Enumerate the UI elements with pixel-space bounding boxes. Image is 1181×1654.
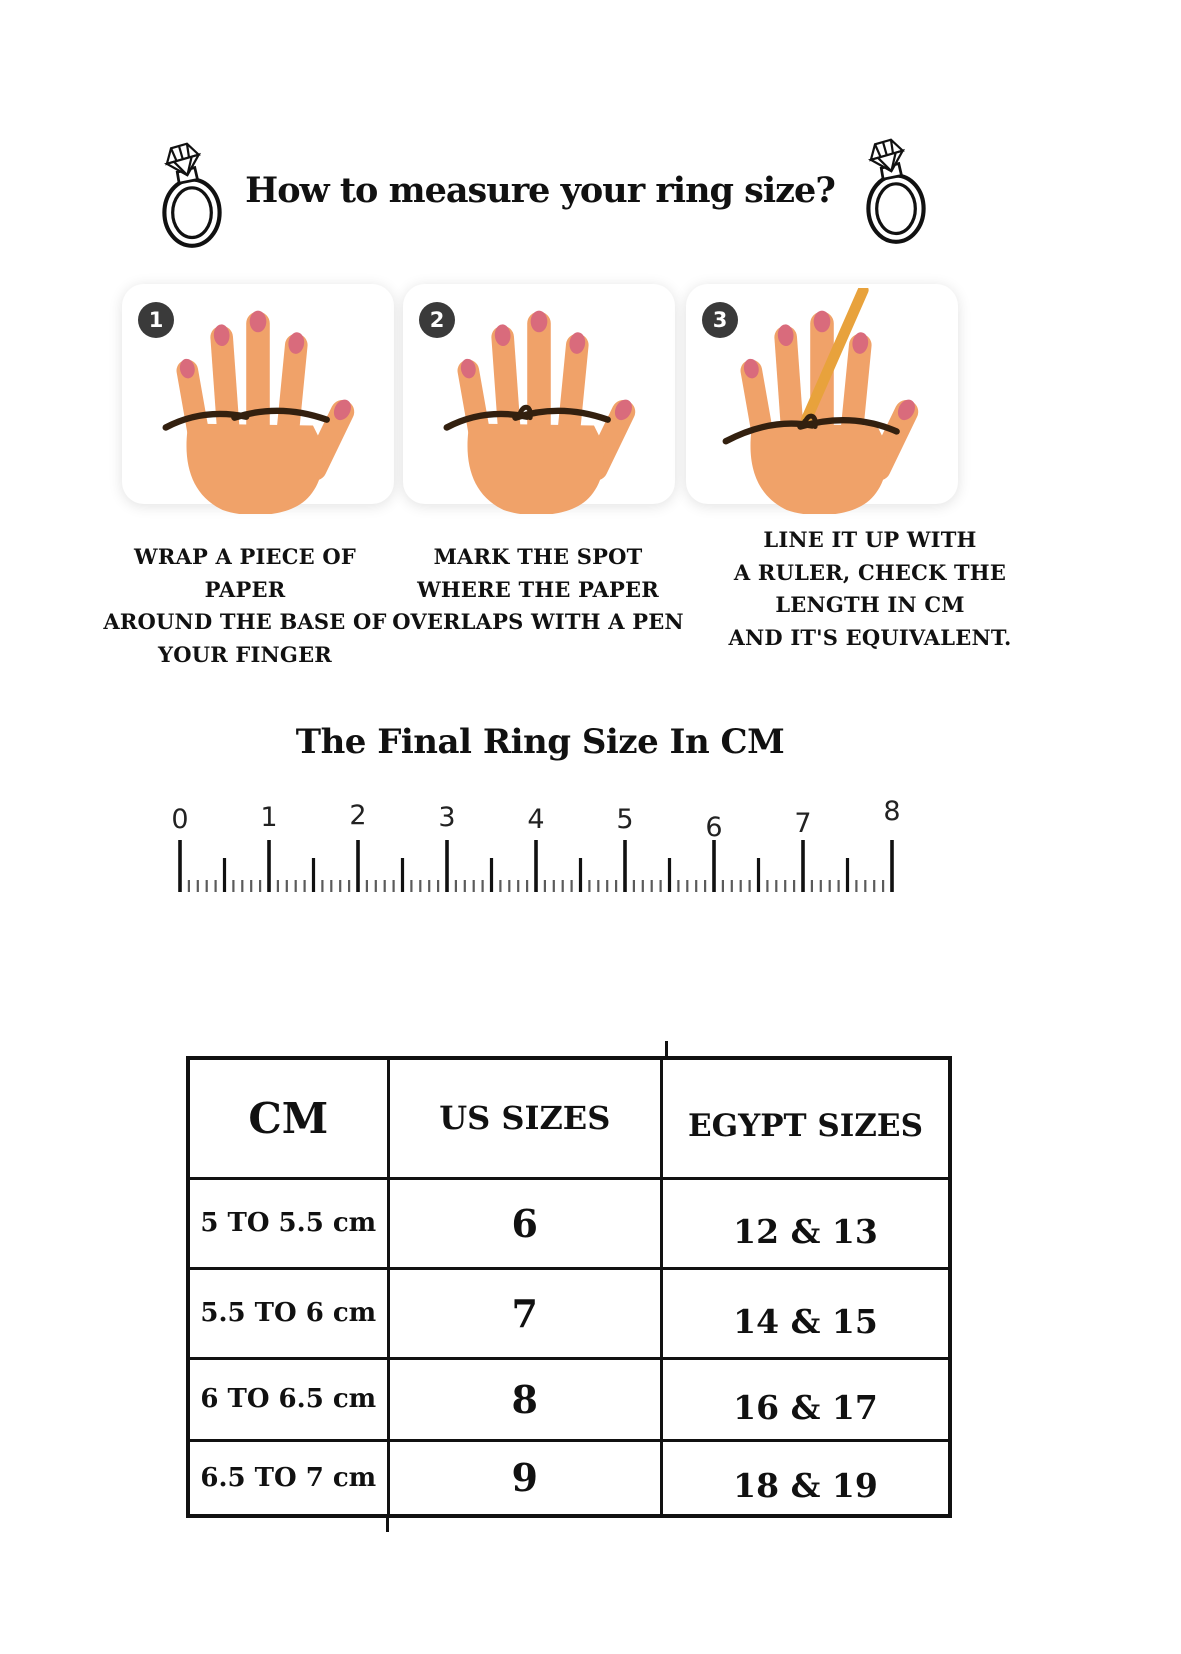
size-conversion-table xyxy=(186,1056,952,1518)
caption-line: WHERE THE PAPER xyxy=(417,576,659,602)
step-card-2 xyxy=(403,284,675,504)
step-number-badge: 2 xyxy=(419,302,455,338)
ruler-tick-label: 5 xyxy=(616,804,634,835)
step-caption-2 xyxy=(388,541,688,639)
table-cell: 6.5 TO 7 cm xyxy=(188,1440,388,1516)
table-cell: 18 & 19 xyxy=(661,1440,950,1516)
step-number-badge: 3 xyxy=(702,302,738,338)
table-cell: 12 & 13 xyxy=(661,1178,950,1268)
section-title: The Final Ring Size In CM xyxy=(295,722,785,762)
table-cell: 6 TO 6.5 cm xyxy=(188,1358,388,1440)
caption-line: WRAP A PIECE OF PAPER xyxy=(134,544,356,602)
table-header-cell: EGYPT SIZES xyxy=(661,1058,950,1178)
ruler-tick-label: 8 xyxy=(883,796,901,827)
ruler-tick-label: 7 xyxy=(794,808,812,839)
ruler-tick-label: 4 xyxy=(527,804,545,835)
ruler-tick-label: 3 xyxy=(438,802,456,833)
step-caption-3 xyxy=(700,524,1040,654)
table-cell: 8 xyxy=(388,1358,661,1440)
ruler-cm xyxy=(168,792,908,896)
caption-line: AND IT'S EQUIVALENT. xyxy=(728,624,1012,650)
table-header-cell: US SIZES xyxy=(388,1058,661,1178)
table-cell: 5 TO 5.5 cm xyxy=(188,1178,388,1268)
table-row xyxy=(188,1358,950,1440)
caption-line: LENGTH IN CM xyxy=(775,592,965,618)
caption-line: A RULER, CHECK THE xyxy=(733,559,1007,585)
table-row xyxy=(188,1178,950,1268)
ring-icon xyxy=(146,138,238,256)
table-line-artifact xyxy=(386,1516,389,1532)
page-title: How to measure your ring size? xyxy=(245,169,835,211)
step-card-1 xyxy=(122,284,394,504)
table-cell: 14 & 15 xyxy=(661,1268,950,1358)
caption-line: OVERLAPS WITH A PEN xyxy=(392,609,684,635)
step-caption-1 xyxy=(90,541,400,671)
ruler-tick-label: 0 xyxy=(171,804,189,835)
step-number-badge: 1 xyxy=(138,302,174,338)
hand-with-pencil-illustration xyxy=(714,288,930,514)
table-cell: 7 xyxy=(388,1268,661,1358)
hand-mark-spot-illustration xyxy=(431,288,647,514)
table-header-cell: CM xyxy=(188,1058,388,1178)
caption-line: MARK THE SPOT xyxy=(433,544,643,569)
table-cell: 9 xyxy=(388,1440,661,1516)
caption-line: LINE IT UP WITH xyxy=(763,527,977,552)
ruler-tick-label: 2 xyxy=(349,800,367,831)
ruler-tick-label: 6 xyxy=(705,812,723,843)
ruler-svg xyxy=(168,792,908,896)
caption-line: YOUR FINGER xyxy=(158,641,332,667)
table-cell: 16 & 17 xyxy=(661,1358,950,1440)
table-cell: 5.5 TO 6 cm xyxy=(188,1268,388,1358)
caption-line: AROUND THE BASE OF xyxy=(103,609,387,635)
hand-with-paper-strip-illustration xyxy=(150,288,366,514)
table-row xyxy=(188,1268,950,1358)
table-row xyxy=(188,1440,950,1516)
ruler-tick-label: 1 xyxy=(260,802,278,833)
table-cell: 6 xyxy=(388,1178,661,1268)
step-card-3 xyxy=(686,284,958,504)
table-line-artifact xyxy=(665,1041,668,1058)
ring-icon xyxy=(850,134,942,252)
